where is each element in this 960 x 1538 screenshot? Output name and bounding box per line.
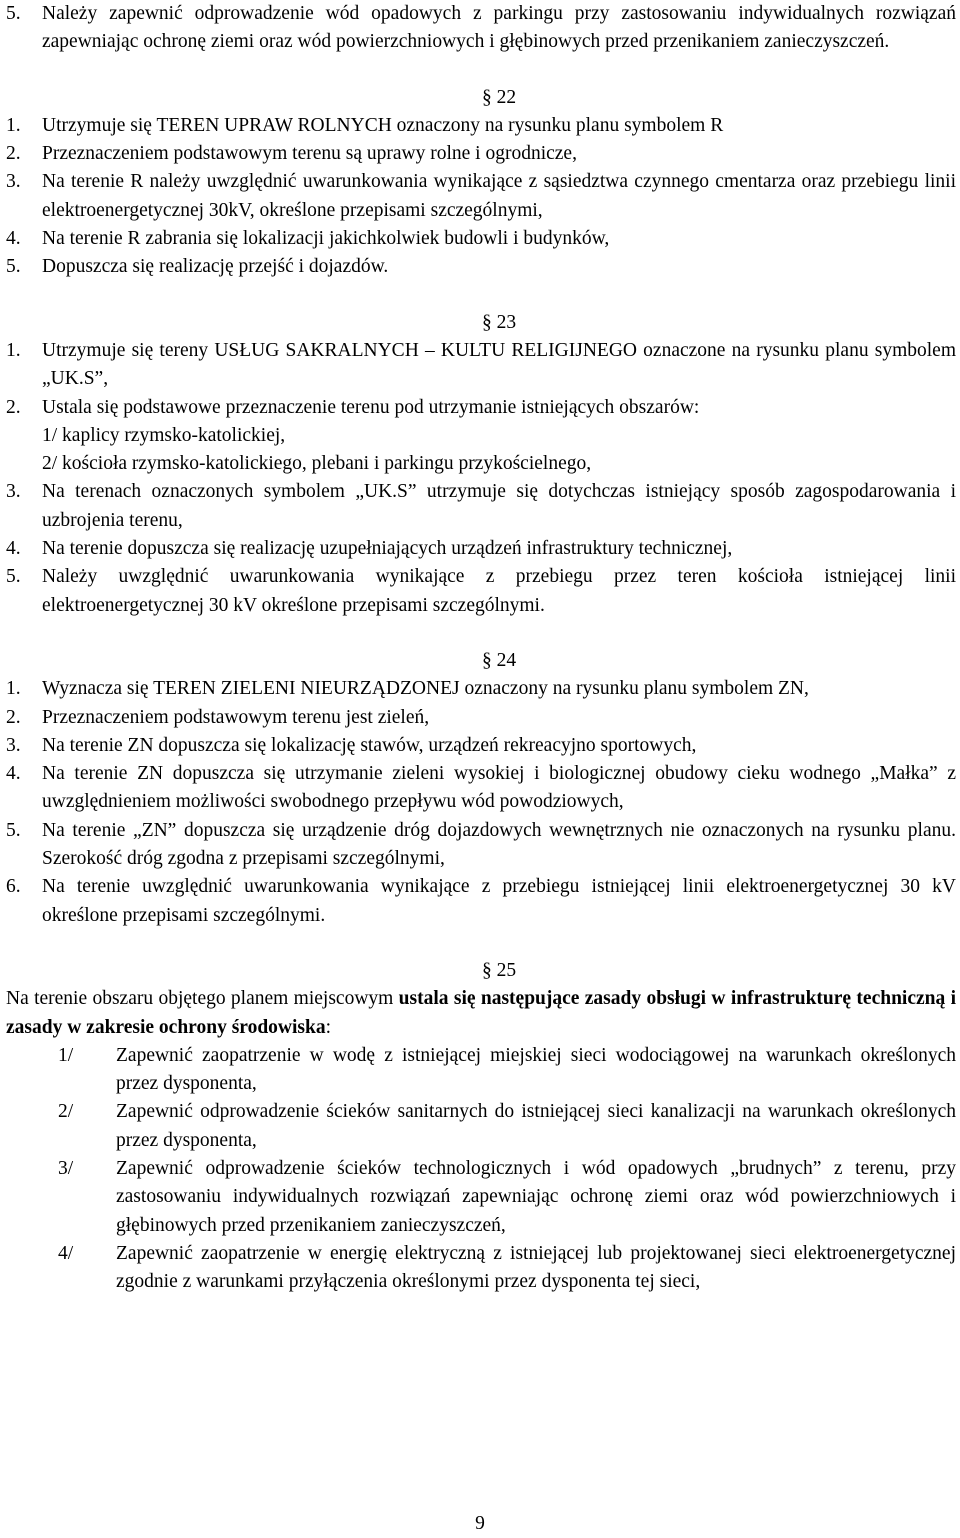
sub-item-1: 1/ kaplicy rzymsko-katolickiej, — [42, 424, 286, 446]
s24-item-2 — [6, 704, 956, 732]
rule-number: 4/ — [58, 1242, 74, 1264]
item-text: Utrzymuje się tereny USŁUG SAKRALNYCH – KULTU RELIGIJNEGO oznaczone na rysunku planu symbolem „UK.S”, — [42, 339, 956, 390]
item-text: Na terenach oznaczonych symbolem „UK.S” utrzymuje się dotychczas istniejący sposób zagospodarowania i uzbrojenia terenu, — [42, 481, 956, 531]
s24-item-1 — [6, 675, 956, 703]
s25-rule-2 — [6, 1098, 956, 1155]
item-text: Na terenie R należy uwzględnić uwarunkowania wynikające z sąsiedztwa czynnego cmentarza oraz przebiegu linii elektroenergetycznej 30kV, określone przepisami szczególnymi, — [42, 171, 956, 221]
s22-item-5 — [6, 253, 956, 281]
s25-intro — [6, 985, 956, 1042]
s24-item-4 — [6, 760, 956, 817]
intro-text: Na terenie obszaru objętego planem miejscowym — [6, 988, 399, 1010]
rule-text: Zapewnić zaopatrzenie w wodę z istniejącej miejskiej sieci wodociągowej na warunkach określonych przez dysponenta, — [116, 1044, 956, 1095]
rule-text: Zapewnić odprowadzenie ścieków sanitarnych do istniejącej sieci kanalizacji na warunkach określonych przez dysponenta, — [116, 1101, 956, 1151]
item-number: 4. — [6, 763, 21, 785]
item-number: 1. — [6, 678, 21, 700]
item-text: Ustala się podstawowe przeznaczenie terenu pod utrzymanie istniejących obszarów: — [42, 396, 700, 418]
item-number: 5. — [6, 3, 21, 24]
s23-item-4 — [6, 535, 956, 563]
s24-item-3 — [6, 732, 956, 760]
item-number: 5. — [6, 566, 21, 588]
item-number: 2. — [6, 706, 21, 728]
item-number: 4. — [6, 228, 21, 250]
item-number: 2. — [6, 396, 21, 418]
item-text: Należy uwzględnić uwarunkowania wynikające z przebiegu przez teren kościoła istniejącej linii elektroenergetycznej 30 kV określone przepisami szczególnymi. — [42, 566, 956, 616]
item-text: Na terenie dopuszcza się realizację uzupełniających urządzeń infrastruktury technicznej, — [42, 538, 733, 560]
item-number: 3. — [6, 481, 21, 503]
s22-item-4 — [6, 225, 956, 253]
item-text: Przeznaczeniem podstawowym terenu jest zieleń, — [42, 706, 430, 728]
page-number: 9 — [475, 1513, 485, 1534]
rule-number: 1/ — [58, 1044, 74, 1066]
s22-item-2 — [6, 140, 956, 168]
item-text: Na terenie ZN dopuszcza się lokalizację stawów, urządzeń rekreacyjno sportowych, — [42, 734, 697, 756]
item-text: Na terenie R zabrania się lokalizacji jakichkolwiek budowli i budynków, — [42, 228, 610, 250]
s25-rule-1 — [6, 1042, 956, 1099]
item-number: 6. — [6, 876, 21, 898]
section-heading-25: § 25 — [481, 959, 517, 981]
rule-text: Zapewnić zaopatrzenie w energię elektryczną z istniejącej lub projektowanej sieci elektroenergetycznej zgodnie z warunkami przyłączenia określonymi przez dysponenta tej sieci, — [116, 1242, 956, 1293]
item-number: 3. — [6, 171, 21, 193]
sub-item-2: 2/ kościoła rzymsko-katolickiego, plebani i parkingu przykościelnego, — [42, 453, 592, 475]
item-text: Przeznaczeniem podstawowym terenu są uprawy rolne i ogrodnicze, — [42, 143, 577, 165]
item-number: 4. — [6, 538, 21, 560]
item-text: Na terenie ZN dopuszcza się utrzymanie zieleni wysokiej i biologicznej obudowy cieku wodnego „Małka” z uwzględnieniem możliwości swobodnego przepływu wód powodziowych, — [42, 763, 956, 813]
item-text: Wyznacza się TEREN ZIELENI NIEURZĄDZONEJ oznaczony na rysunku planu symbolem ZN, — [42, 678, 809, 700]
rule-number: 3/ — [58, 1157, 74, 1179]
item-text: Na terenie uwzględnić uwarunkowania wynikające z przebiegu istniejącej linii elektroenergetycznej 30 kV określone przepisami szczególnymi. — [42, 876, 956, 926]
document-page — [6, 0, 956, 1296]
item-number: 1. — [6, 114, 21, 136]
s24-item-5 — [6, 817, 956, 874]
section-heading-23: § 23 — [481, 311, 517, 333]
rule-number: 2/ — [58, 1101, 74, 1123]
item-number: 1. — [6, 339, 21, 361]
rule-text: Zapewnić odprowadzenie ścieków technologicznych i wód opadowych „brudnych” z terenu, przy zastosowaniu indywidualnych rozwiązań zapewniając ochronę ziemi oraz wód powierzchniowych i głębinowych przed przenikaniem zanieczyszczeń, — [116, 1157, 956, 1236]
item-number: 5. — [6, 819, 21, 841]
s23-item-1 — [6, 337, 956, 394]
s25-rule-3 — [6, 1155, 956, 1240]
item-text: Dopuszcza się realizację przejść i dojazdów. — [42, 256, 389, 278]
intro-colon: : — [325, 1016, 332, 1038]
item-text: Należy zapewnić odprowadzenie wód opadowych z parkingu przy zastosowaniu indywidualnych rozwiązań zapewniając ochronę ziemi oraz wód powierzchniowych i głębinowych przed przenikaniem zanieczyszczeń. — [42, 3, 956, 53]
item-text: Na terenie „ZN” dopuszcza się urządzenie dróg dojazdowych wewnętrznych nie oznaczonych na rysunku planu. Szerokość dróg zgodna z przepisami szczególnymi, — [42, 819, 956, 870]
item-number: 3. — [6, 734, 21, 756]
item-number: 2. — [6, 143, 21, 165]
s23-item-2 — [6, 394, 956, 479]
s25-rule-4 — [6, 1240, 956, 1297]
s21-item-5 — [6, 0, 956, 57]
section-heading-24: § 24 — [481, 649, 517, 671]
s23-item-5 — [6, 563, 956, 620]
item-number: 5. — [6, 256, 21, 278]
intro-bold-text: ustala się następujące zasady obsługi w infrastrukturę techniczną i zasady w zakresie ochrony środowiska — [6, 988, 956, 1038]
s22-item-3 — [6, 168, 956, 225]
section-heading-22: § 22 — [481, 86, 517, 108]
item-text: Utrzymuje się TEREN UPRAW ROLNYCH oznaczony na rysunku planu symbolem R — [42, 114, 724, 136]
s22-item-1 — [6, 112, 956, 140]
s24-item-6 — [6, 873, 956, 930]
s23-item-3 — [6, 478, 956, 535]
